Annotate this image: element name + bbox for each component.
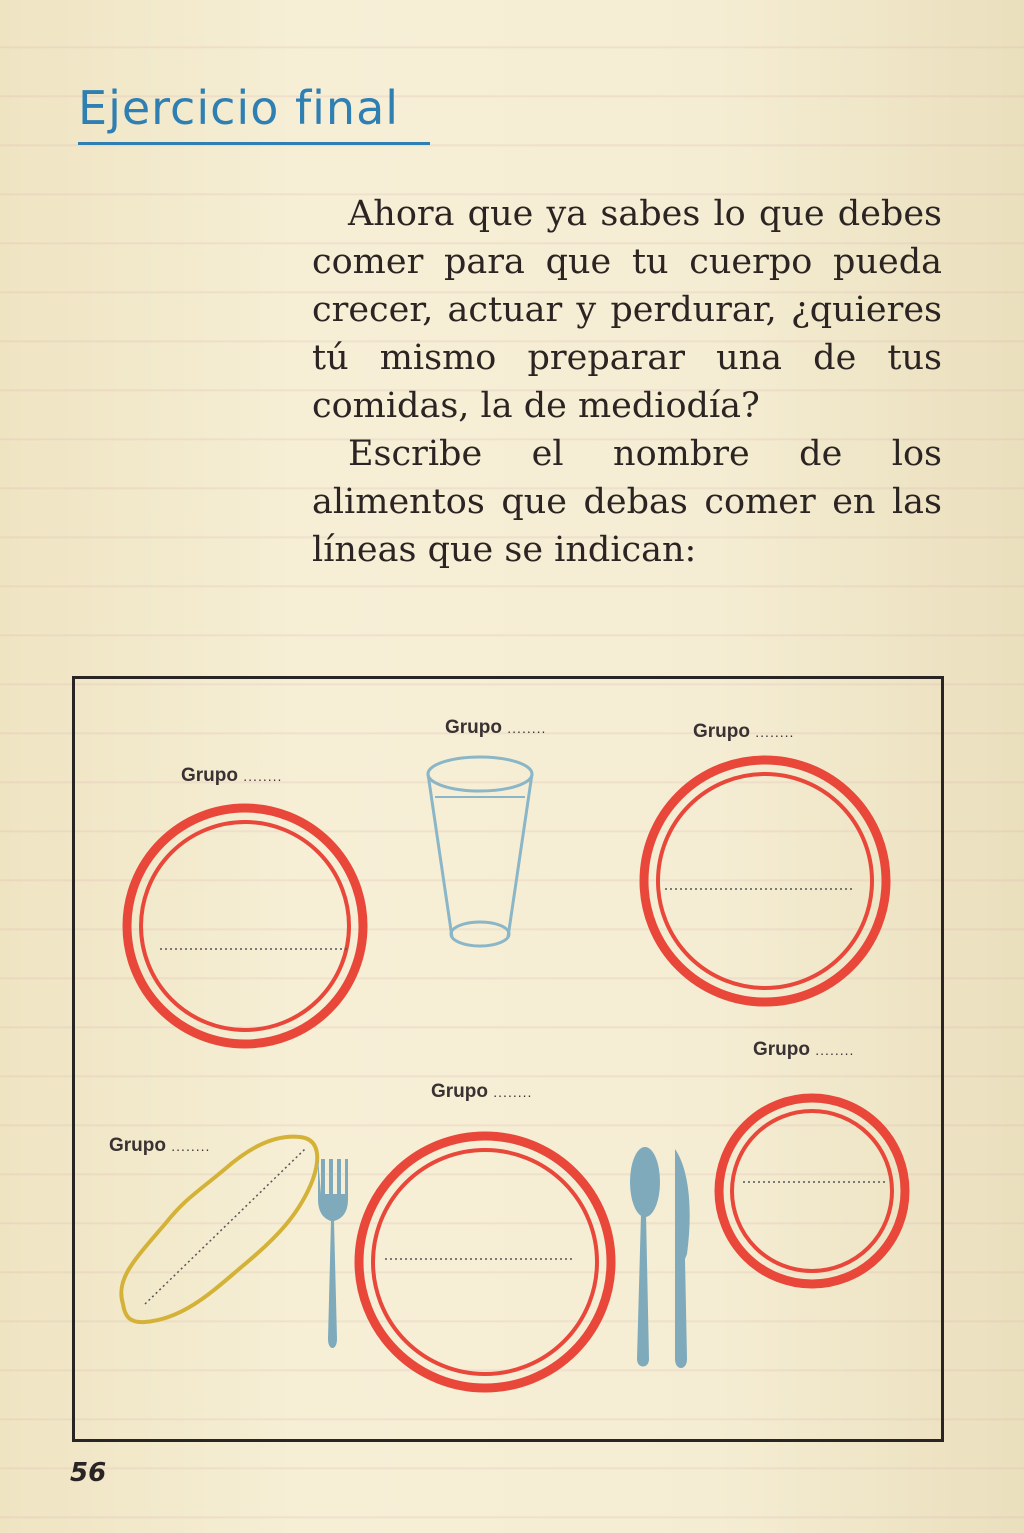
knife-icon — [675, 1149, 690, 1368]
grupo-dots[interactable]: ........ — [493, 1084, 533, 1100]
grupo-label-plate-center — [431, 1081, 532, 1103]
plate-left — [127, 808, 363, 1044]
title-underline — [78, 142, 430, 145]
grupo-label-plate-left — [181, 765, 282, 787]
plate-center — [359, 1136, 611, 1388]
grupo-dots[interactable]: ........ — [755, 724, 795, 740]
glass-icon — [428, 757, 532, 946]
bread-icon — [121, 1137, 317, 1323]
table-setting-panel — [72, 676, 944, 1442]
grupo-text: Grupo — [109, 1135, 166, 1156]
grupo-text: Grupo — [445, 717, 502, 738]
grupo-text: Grupo — [753, 1039, 810, 1060]
fork-icon — [318, 1159, 348, 1348]
intro-paragraph-1: Ahora que ya sabes lo que debes comer para que tu cuerpo pueda crecer, actuar y perdurar, ¿quieres tú mismo preparar una de tus comidas, la de mediodía? — [312, 194, 942, 426]
grupo-dots[interactable]: ........ — [243, 768, 283, 784]
grupo-text: Grupo — [693, 721, 750, 742]
grupo-label-plate-small-right — [753, 1039, 854, 1061]
plate-top-right — [644, 760, 886, 1002]
page-title: Ejercicio final — [78, 81, 400, 135]
plate-small-right — [719, 1098, 905, 1284]
grupo-dots[interactable]: ........ — [815, 1042, 855, 1058]
intro-paragraph-2: Escribe el nombre de los alimentos que debas comer en las líneas que se indican: — [312, 434, 942, 570]
spoon-icon — [630, 1147, 660, 1367]
grupo-text: Grupo — [431, 1081, 488, 1102]
grupo-label-glass — [445, 717, 546, 739]
grupo-label-bread — [109, 1135, 210, 1157]
grupo-label-plate-top-right — [693, 721, 794, 743]
grupo-dots[interactable]: ........ — [507, 720, 547, 736]
intro-text — [312, 190, 942, 574]
page-number: 56 — [70, 1458, 107, 1488]
grupo-dots[interactable]: ........ — [171, 1138, 211, 1154]
grupo-text: Grupo — [181, 765, 238, 786]
